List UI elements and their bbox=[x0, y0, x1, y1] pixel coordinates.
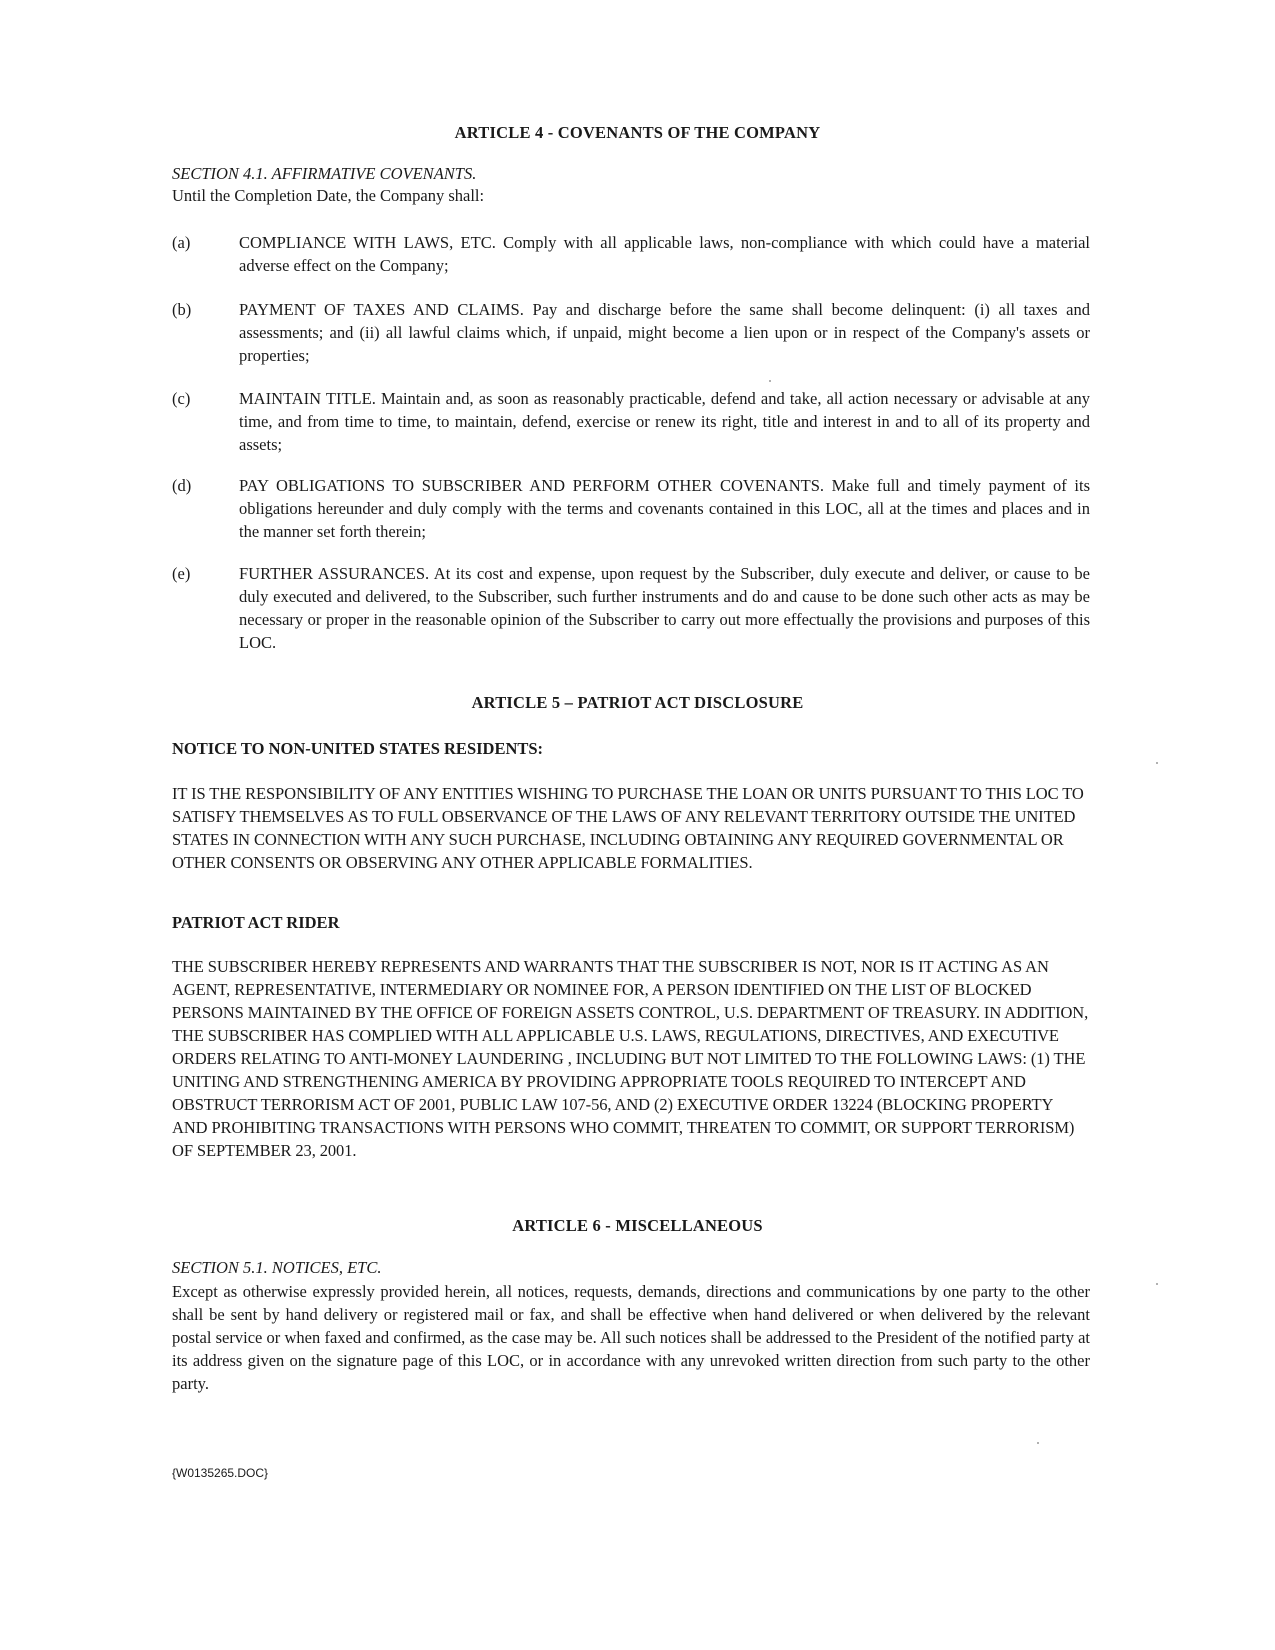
item-text: PAYMENT OF TAXES AND CLAIMS. Pay and discharge before the same shall become delinquent: (i) all taxes and assessments; and (ii) all lawful claims which, if unpaid, might become a lien upon or in respect of the Company's assets or properties; bbox=[239, 300, 1090, 365]
covenant-item-b bbox=[172, 298, 1090, 367]
rider-text: THE SUBSCRIBER HEREBY REPRESENTS AND WARRANTS THAT THE SUBSCRIBER IS NOT, NOR IS IT ACTING AS AN AGENT, REPRESENTATIVE, INTERMEDIARY OR NOMINEE FOR, A PERSON IDENTIFIED ON THE LIST OF BLOCKED PERSONS MAINTAINED BY THE OFFICE OF FOREIGN ASSETS CONTROL, U.S. DEPARTMENT OF TREASURY. IN ADDITION, THE SUBSCRIBER HAS COMPLIED WITH ALL APPLICABLE U.S. LAWS, REGULATIONS, DIRECTIVES, AND EXECUTIVE ORDERS RELATING TO ANTI-MONEY LAUNDERING , INCLUDING BUT NOT LIMITED TO THE FOLLOWING LAWS: (1) THE UNITING AND STRENGTHENING AMERICA BY PROVIDING APPROPRIATE TOOLS REQUIRED TO INTERCEPT AND OBSTRUCT TERRORISM ACT OF 2001, PUBLIC LAW 107-56, AND (2) EXECUTIVE ORDER 13224 (BLOCKING PROPERTY AND PROHIBITING TRANSACTIONS WITH PERSONS WHO COMMIT, THREATEN TO COMMIT, OR SUPPORT TERRORISM) OF SEPTEMBER 23, 2001. bbox=[172, 957, 1089, 1160]
covenant-item-a bbox=[172, 231, 1090, 277]
item-label: (e) bbox=[172, 564, 191, 583]
scan-speck bbox=[1156, 762, 1158, 764]
notice-heading: NOTICE TO NON-UNITED STATES RESIDENTS: bbox=[172, 739, 544, 758]
scan-speck bbox=[769, 380, 771, 382]
item-text: FURTHER ASSURANCES. At its cost and expense, upon request by the Subscriber, duly execute and deliver, or cause to be duly executed and delivered, to the Subscriber, such further instruments and do and cause to be done such other acts as may be necessary or proper in the reasonable opinion of the Subscriber to carry out more effectually the provisions and purposes of this LOC. bbox=[239, 564, 1090, 652]
scan-speck bbox=[1156, 1283, 1158, 1285]
covenant-item-c bbox=[172, 387, 1090, 456]
section-5-1-title: SECTION 5.1. NOTICES, ETC. bbox=[172, 1258, 382, 1277]
item-label: (b) bbox=[172, 300, 192, 319]
rider-heading: PATRIOT ACT RIDER bbox=[172, 913, 340, 932]
section-4-1-intro: Until the Completion Date, the Company shall: bbox=[172, 186, 485, 205]
item-label: (c) bbox=[172, 389, 191, 408]
section-4-1-title: SECTION 4.1. AFFIRMATIVE COVENANTS. bbox=[172, 164, 477, 183]
article-6-heading: ARTICLE 6 - MISCELLANEOUS bbox=[512, 1216, 763, 1235]
item-text: PAY OBLIGATIONS TO SUBSCRIBER AND PERFORM OTHER COVENANTS. Make full and timely payment of its obligations hereunder and duly comply with the terms and covenants contained in this LOC, all at the times and places and in the manner set forth therein; bbox=[239, 476, 1090, 541]
covenant-item-d bbox=[172, 474, 1090, 543]
item-text: MAINTAIN TITLE. Maintain and, as soon as reasonably practicable, defend and take, all action necessary or advisable at any time, and from time to time, to maintain, defend, exercise or renew its right, title and interest in and to all of its property and assets; bbox=[239, 389, 1090, 454]
item-text: COMPLIANCE WITH LAWS, ETC. Comply with all applicable laws, non-compliance with which could have a material adverse effect on the Company; bbox=[239, 233, 1090, 275]
notice-text: IT IS THE RESPONSIBILITY OF ANY ENTITIES WISHING TO PURCHASE THE LOAN OR UNITS PURSUANT TO THIS LOC TO SATISFY THEMSELVES AS TO FULL OBSERVANCE OF THE LAWS OF ANY RELEVANT TERRITORY OUTSIDE THE UNITED STATES IN CONNECTION WITH ANY SUCH PURCHASE, INCLUDING OBTAINING ANY REQUIRED GOVERNMENTAL OR OTHER CONSENTS OR OBSERVING ANY OTHER APPLICABLE FORMALITIES. bbox=[172, 784, 1084, 872]
covenant-item-e bbox=[172, 562, 1090, 654]
scan-speck bbox=[1037, 1442, 1039, 1444]
item-label: (d) bbox=[172, 476, 192, 495]
document-reference: {W0135265.DOC} bbox=[172, 1466, 269, 1480]
item-label: (a) bbox=[172, 233, 191, 252]
article-4-heading: ARTICLE 4 - COVENANTS OF THE COMPANY bbox=[454, 123, 821, 142]
notices-paragraph: Except as otherwise expressly provided herein, all notices, requests, demands, directions and communications by one party to the other shall be sent by hand delivery or registered mail or fax, and shall be effective when hand delivered or when delivered by the relevant postal service or when faxed and confirmed, as the case may be. All such notices shall be addressed to the President of the notified party at its address given on the signature page of this LOC, or in accordance with any unrevoked written direction from such party to the other party. bbox=[172, 1282, 1090, 1393]
article-5-heading: ARTICLE 5 – PATRIOT ACT DISCLOSURE bbox=[471, 693, 804, 712]
